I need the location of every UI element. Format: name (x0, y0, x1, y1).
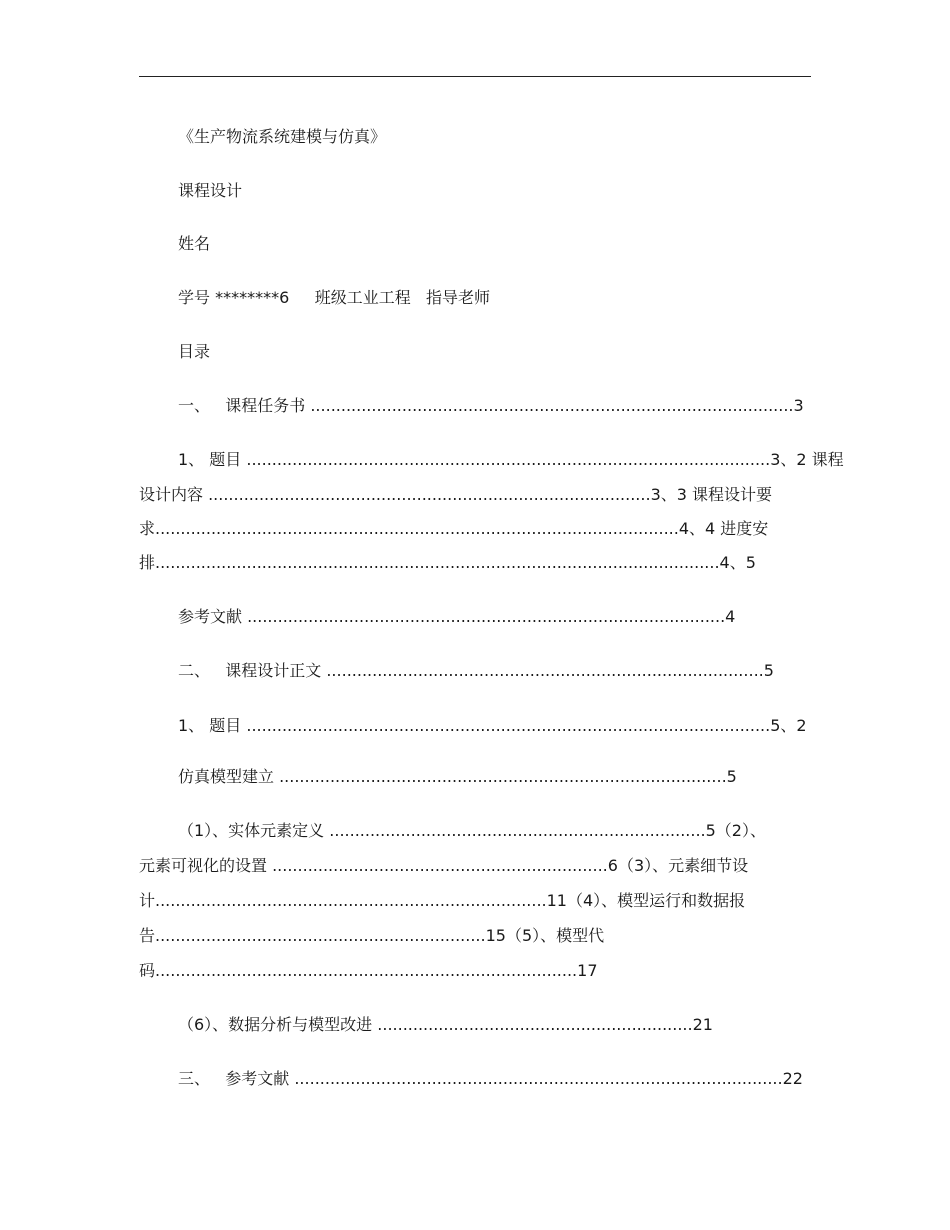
name-label: 姓名 (178, 234, 211, 253)
toc-entry: 二、 课程设计正文 ......................................................................................5 (178, 661, 774, 680)
toc-entry: 三、 参考文献 ................................................................................................22 (178, 1069, 803, 1088)
toc-entry: 排...............................................................................................................4、5 (139, 553, 756, 572)
toc-entry: 1、 题目 .......................................................................................................5、2 (178, 716, 807, 735)
toc-heading: 目录 (178, 342, 211, 361)
toc-entry: （1）、实体元素定义 ..........................................................................5（2）、 (178, 821, 766, 840)
student-info-line: 学号 ********6 班级工业工程 指导老师 (178, 288, 490, 307)
toc-entry: 元素可视化的设置 ..................................................................6（3）、元素细节设 (139, 856, 749, 875)
toc-entry: 计.............................................................................11（4）、模型运行和数据报 (139, 891, 746, 910)
toc-entry: 一、 课程任务书 ...............................................................................................3 (178, 396, 804, 415)
toc-entry: 仿真模型建立 ........................................................................................5 (178, 767, 737, 786)
toc-entry: 1、 题目 .......................................................................................................3、2 课程 (178, 450, 844, 469)
document-subtitle: 课程设计 (178, 181, 243, 200)
toc-entry: （6）、数据分析与模型改进 ..............................................................21 (178, 1015, 713, 1034)
toc-entry: 告.................................................................15（5）、模型代 (139, 926, 605, 945)
toc-entry: 设计内容 .......................................................................................3、3 课程设计要 (139, 485, 773, 504)
document-book-title: 《生产物流系统建模与仿真》 (178, 127, 387, 146)
toc-entry: 参考文献 ..............................................................................................4 (178, 607, 736, 626)
toc-entry: 码...................................................................................17 (139, 961, 598, 980)
header-rule (139, 76, 811, 77)
toc-entry: 求.......................................................................................................4、4 进度安 (139, 519, 769, 538)
